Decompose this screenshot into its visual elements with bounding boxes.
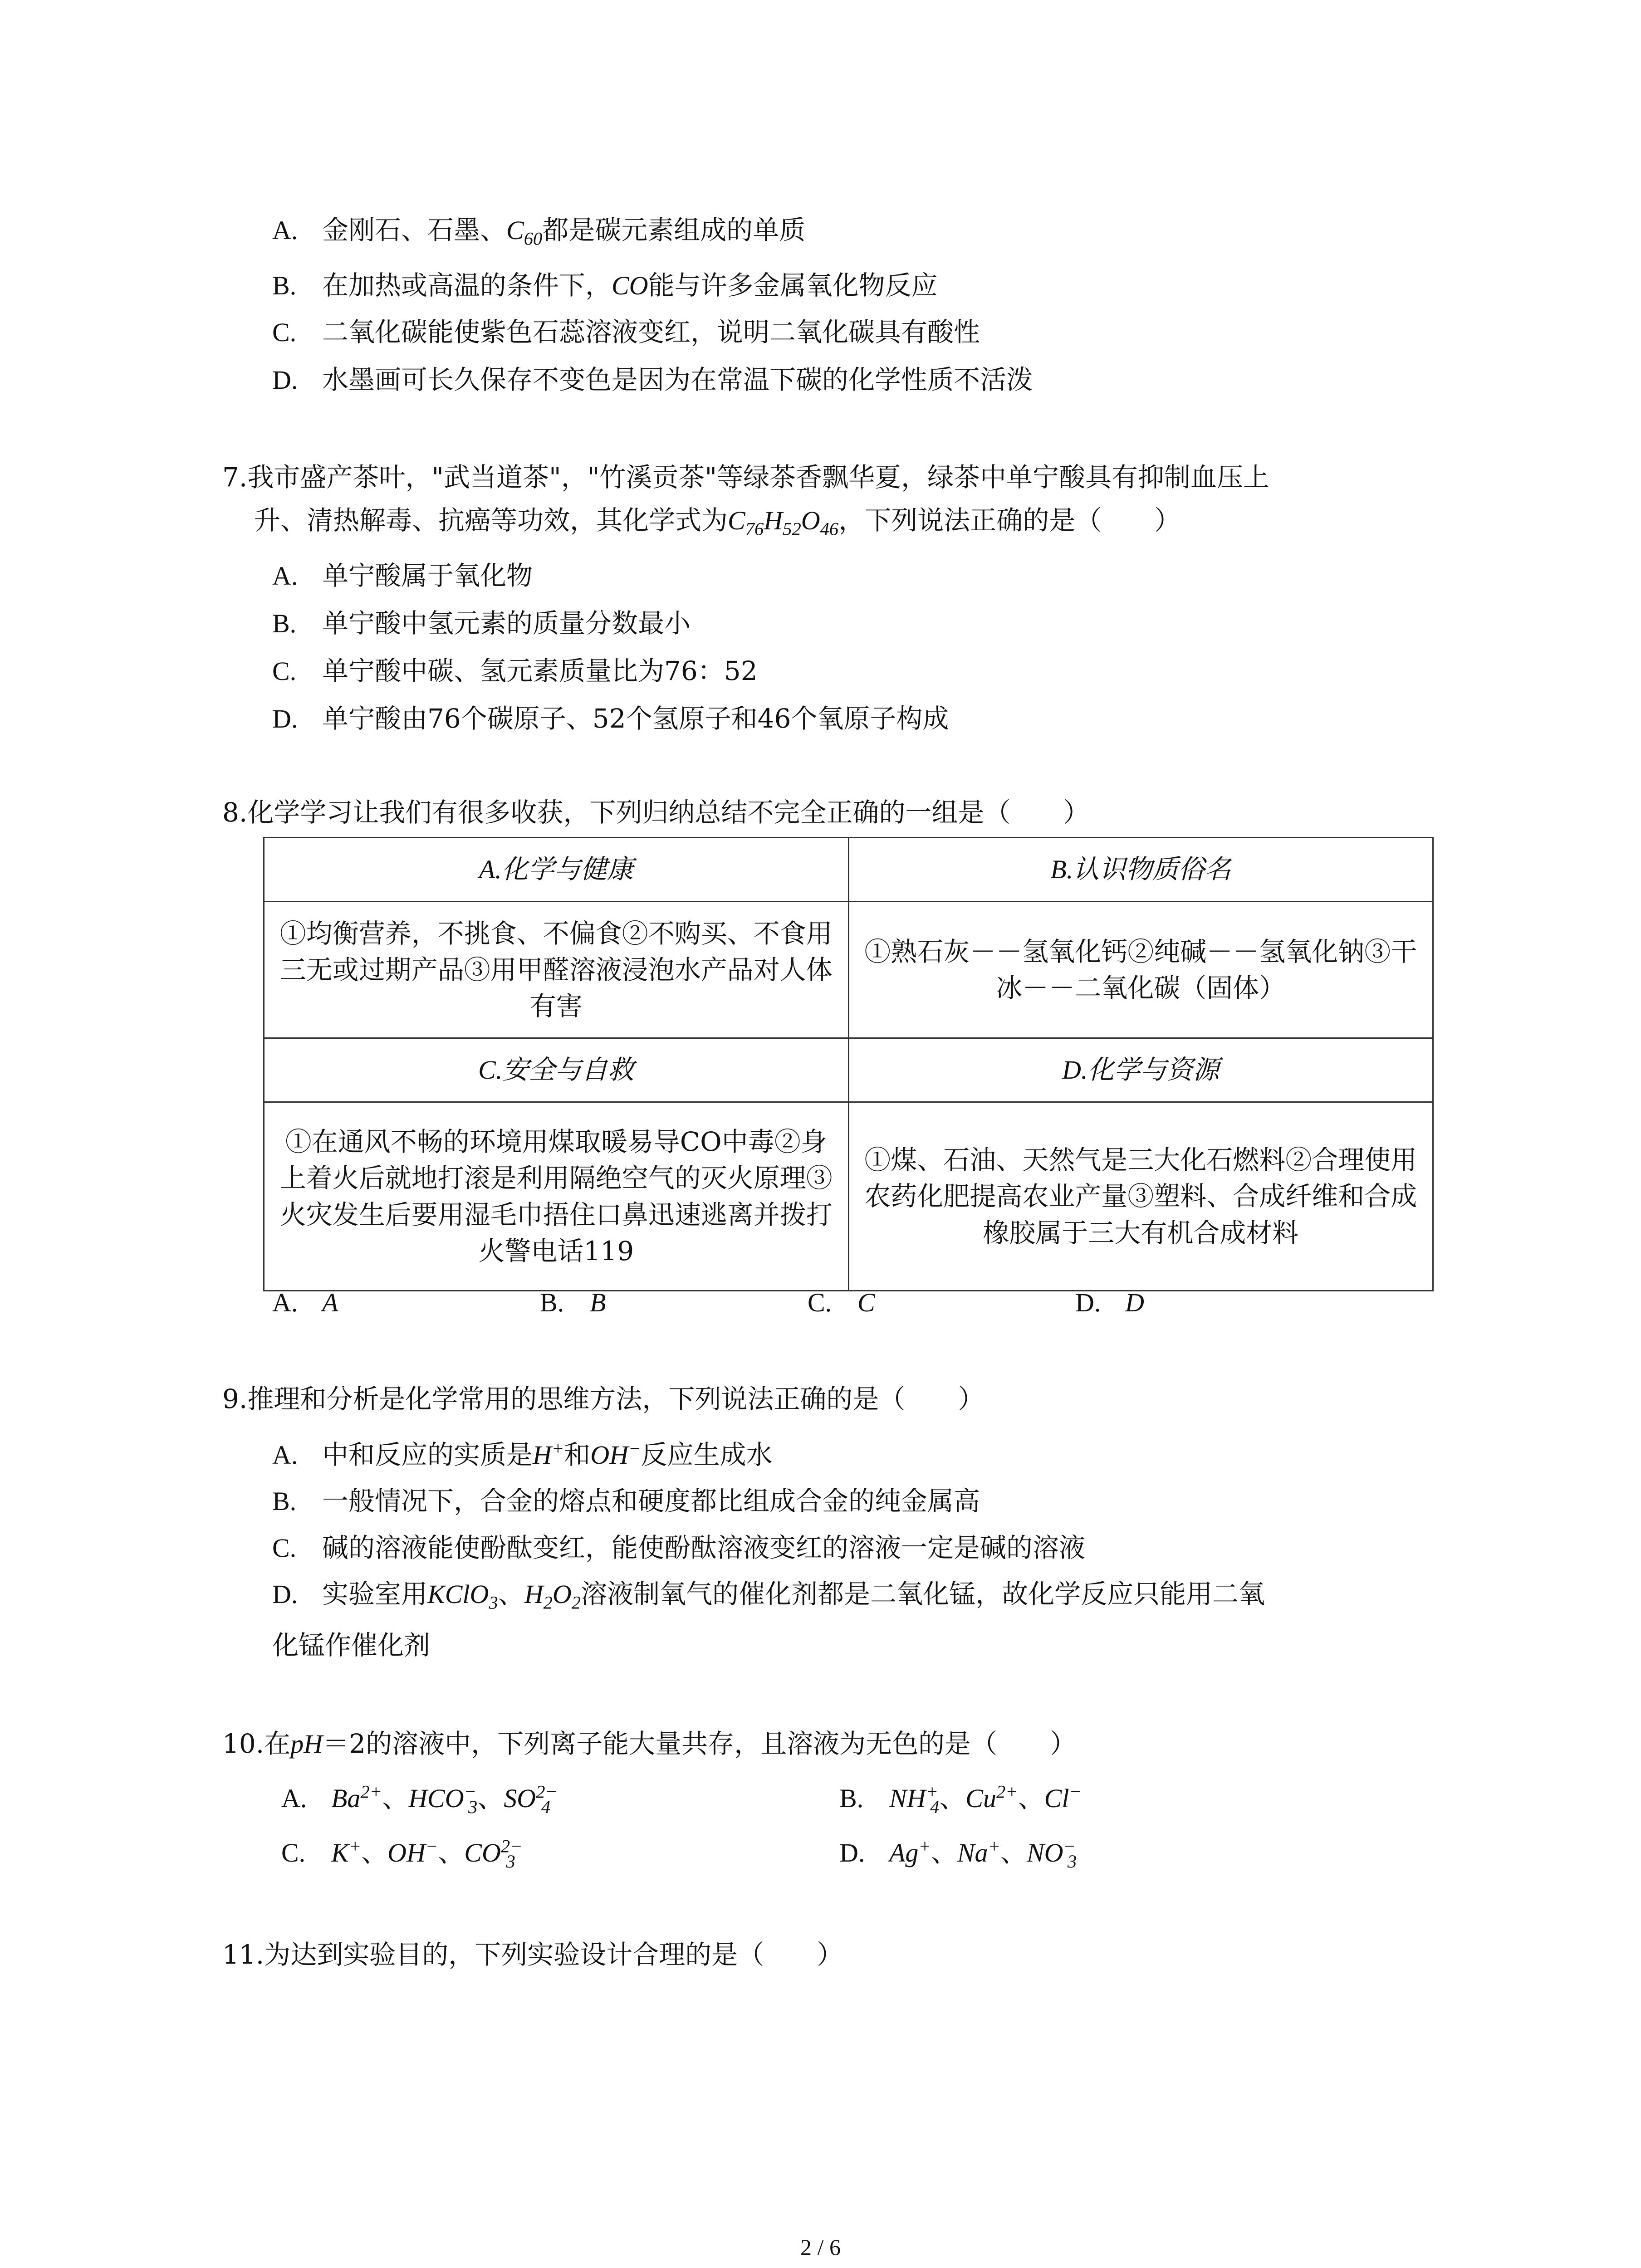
q6-option-c: C. 二氧化碳能使紫色石蕊溶液变红，说明二氧化碳具有酸性 <box>272 317 980 347</box>
table-cell-d: ①煤、石油、天然气是三大化石燃料②合理使用农药化肥提高农业产量③塑料、合成纤维和合成橡胶属于三大有机合成材料 <box>848 1102 1433 1291</box>
q9-option-a: A. 中和反应的实质是H+和OH−反应生成水 <box>272 1438 773 1470</box>
q9-option-b: B. 一般情况下，合金的熔点和硬度都比组成合金的纯金属高 <box>272 1486 980 1516</box>
table-head-b: B.认识物质俗名 <box>848 838 1433 902</box>
table-row <box>264 1102 1433 1291</box>
q10-option-a: A. $Ba^{2+}$、$HCO^-_3$、$SO^{2-}_4$ <box>281 1781 558 1817</box>
table-row <box>264 838 1433 902</box>
table-cell-a: ①均衡营养，不挑食、不偏食②不购买、不食用三无或过期产品③用甲醛溶液浸泡水产品对人体有害 <box>264 902 849 1038</box>
q8-table <box>263 837 1434 1291</box>
q10-option-b: B. $NH^+_4$、$Cu^{2+}$、Cl− <box>839 1781 1082 1817</box>
q8-stem: 8.化学学习让我们有很多收获，下列归纳总结不完全正确的一组是（ ） <box>222 797 1090 828</box>
q10-stem: 10.在pH＝2的溶液中，下列离子能大量共存，且溶液为无色的是（ ） <box>222 1728 1077 1759</box>
table-cell-c: ①在通风不畅的环境用煤取暖易导CO中毒②身上着火后就地打滚是利用隔绝空气的灭火原理③火灾发生后要用湿毛巾捂住口鼻迅速逃离并拨打火警电话119 <box>264 1102 849 1291</box>
q7-option-a: A. 单宁酸属于氧化物 <box>272 560 533 591</box>
q8-option-a: A. A <box>272 1288 338 1317</box>
q8-option-b: B. B <box>540 1288 606 1317</box>
table-row <box>264 1038 1433 1102</box>
q9-option-d-cont: 化锰作催化剂 <box>272 1630 431 1661</box>
q10-option-c: C. K+、OH−、$CO^{2-}_3$ <box>281 1836 523 1872</box>
table-head-d: D.化学与资源 <box>848 1038 1433 1102</box>
q10-option-d: D. Ag+、Na+、$NO^-_3$ <box>839 1836 1077 1872</box>
q6-option-a: A. 金刚石、石墨、$C_{60}$都是碳元素组成的单质 <box>272 215 806 249</box>
q8-option-d: D. D <box>1075 1288 1144 1317</box>
q9-option-d: D. 实验室用KClO$_3$、$H_2O_2$溶液制氧气的催化剂都是二氧化锰，故化学反应只能用二氧 <box>272 1579 1265 1613</box>
q7-stem-line2: 升、清热解毒、抗癌等功效，其化学式为$C_{76}H_{52}O_{46}$，下列说法正确的是（ ） <box>254 505 1181 539</box>
q9-stem: 9.推理和分析是化学常用的思维方法，下列说法正确的是（ ） <box>222 1383 985 1414</box>
q7-option-c: C. 单宁酸中碳、氢元素质量比为76：52 <box>272 655 758 686</box>
q8-option-c: C. C <box>808 1288 875 1317</box>
q7-option-d: D. 单宁酸由76个碳原子、52个氢原子和46个氧原子构成 <box>272 703 949 734</box>
table-cell-b: ①熟石灰－－氢氧化钙②纯碱－－氢氧化钠③干冰－－二氧化碳（固体） <box>848 902 1433 1038</box>
q9-option-c: C. 碱的溶液能使酚酞变红，能使酚酞溶液变红的溶液一定是碱的溶液 <box>272 1532 1086 1563</box>
q11-stem: 11.为达到实验目的，下列实验设计合理的是（ ） <box>222 1939 843 1970</box>
table-row <box>264 902 1433 1038</box>
q6-option-b: B. 在加热或高温的条件下，CO能与许多金属氧化物反应 <box>272 270 938 301</box>
page-number: 2 / 6 <box>800 2234 841 2260</box>
q7-option-b: B. 单宁酸中氢元素的质量分数最小 <box>272 608 691 639</box>
q7-stem-line1: 7.我市盛产茶叶，"武当道茶"，"竹溪贡茶"等绿茶香飘华夏，绿茶中单宁酸具有抑制血压上 <box>222 462 1270 493</box>
table-head-c: C.安全与自救 <box>264 1038 849 1102</box>
q6-option-d: D. 水墨画可长久保存不变色是因为在常温下碳的化学性质不活泼 <box>272 364 1033 395</box>
table-head-a: A.化学与健康 <box>264 838 849 902</box>
